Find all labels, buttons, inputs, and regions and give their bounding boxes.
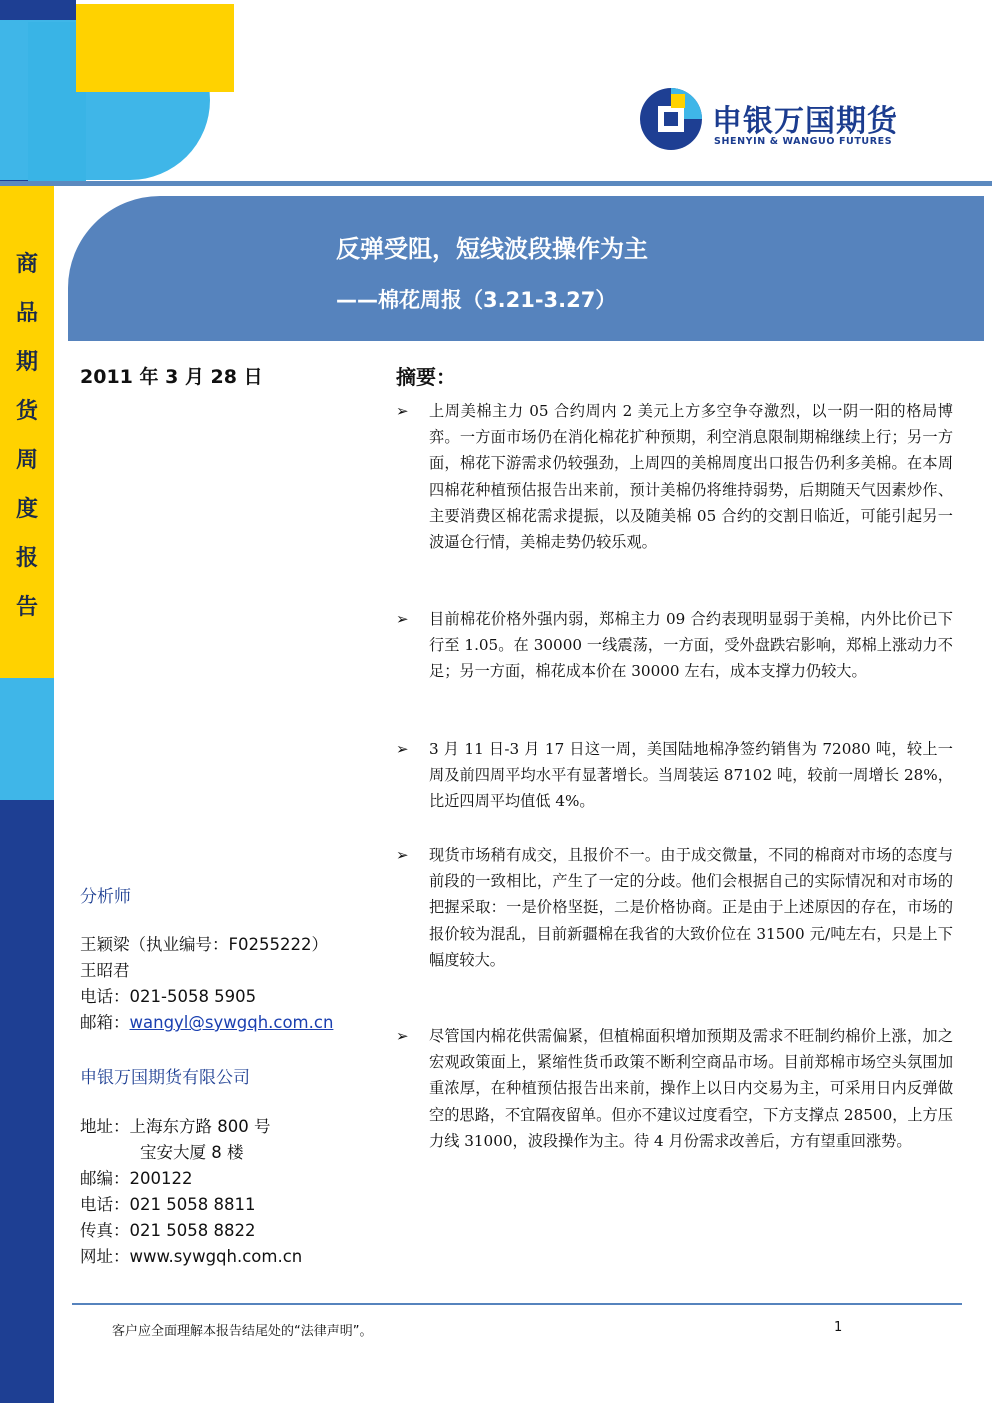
footer-disclaimer: 客户应全面理解本报告结尾处的“法律声明”。	[112, 1324, 373, 1339]
company-logo-name: 申银万国期货	[712, 104, 898, 139]
side-label-char: 品	[15, 301, 38, 326]
summary-item-text: 3 月 11 日-3 月 17 日这一周，美国陆地棉净签约销售为 72080 吨，较上一周及前四周平均水平有显著增长。当周装运 87102 吨，较前一周增长 28%，比近四周平均值低 4%。	[429, 740, 953, 811]
company-fax: 传真：021 5058 8822	[80, 1221, 256, 1240]
analyst-name: 王昭君	[80, 961, 130, 980]
analyst-email-label: 邮箱：	[80, 1013, 130, 1032]
side-label-char: 度	[15, 497, 38, 522]
analyst-heading: 分析师	[80, 887, 131, 907]
arrow-bullet-icon: ➢	[396, 740, 409, 758]
side-label-char: 报	[15, 546, 38, 571]
title-banner	[68, 196, 984, 341]
decor-yellow-block	[76, 4, 234, 92]
company-name: 申银万国期货有限公司	[80, 1068, 250, 1088]
company-logo	[638, 86, 938, 166]
arrow-bullet-icon: ➢	[396, 610, 409, 628]
arrow-bullet-icon: ➢	[396, 1027, 409, 1045]
report-date: 2011 年 3 月 28 日	[80, 366, 263, 388]
analyst-email-link[interactable]: wangyl@sywgqh.com.cn	[129, 1013, 334, 1032]
analyst-name: 王颖梁（执业编号：F0255222）	[80, 935, 328, 954]
report-subtitle: ——棉花周报（3.21-3.27）	[336, 288, 617, 312]
summary-item-text: 上周美棉主力 05 合约周内 2 美元上方多空争夺激烈，以一阴一阳的格局博弈。一方面市场仍在消化棉花扩种预期，利空消息限制期棉继续上行；另一方面，棉花下游需求仍较强劲，上周四的美棉周度出口报告仍利多美棉。在本周四棉花种植预估报告出来前，预计美棉仍将维持弱势，后期随天气因素炒作、主要消费区棉花需求提振，以及随美棉 05 合约的交割日临近，可能引起另一波逼仓行情，美棉走势仍较乐观。	[429, 402, 953, 552]
side-band-cyan	[0, 678, 54, 800]
company-postcode: 邮编：200122	[80, 1169, 193, 1188]
company-logo-subtitle: SHENYIN & WANGUO FUTURES	[714, 136, 893, 147]
company-website: 网址：www.sywgqh.com.cn	[80, 1247, 303, 1266]
side-label-char: 告	[15, 595, 38, 620]
side-label-char: 货	[15, 399, 38, 424]
company-logo-icon	[638, 86, 704, 152]
analyst-email-row	[80, 1010, 333, 1036]
arrow-bullet-icon: ➢	[396, 402, 409, 420]
summary-item-text: 目前棉花价格外强内弱，郑棉主力 09 合约表现明显弱于美棉，内外比价已下行至 1.05。在 30000 一线震荡，一方面，受外盘跌宕影响，郑棉上涨动力不足；另一方面，棉花成本价在 30000 左右，成本支撑力仍较大。	[429, 610, 953, 681]
summary-item-text: 现货市场稍有成交，且报价不一。由于成交微量，不同的棉商对市场的态度与前段的一致相比，产生了一定的分歧。他们会根据自己的实际情况和对市场的把握采取：一是价格坚挺，二是价格协商。正是由于上述原因的存在，市场的报价较为混乱，目前新疆棉在我省的大致价位在 31500 元/吨左右，只是上下幅度较大。	[429, 846, 953, 969]
page-number: 1	[834, 1320, 843, 1335]
summary-item-text: 尽管国内棉花供需偏紧，但植棉面积增加预期及需求不旺制约棉价上涨，加之宏观政策面上，紧缩性货币政策不断利空商品市场。目前郑棉市场空头氛围加重浓厚，在种植预估报告出来前，操作上以日内交易为主，可采用日内反弹做空的思路，不宜隔夜留单。但亦不建议过度看空，下方支撑点 28500，上方压力线 31000，波段操作为主。待 4 月份需求改善后，方有望重回涨势。	[429, 1027, 953, 1150]
side-label-char: 商	[15, 252, 38, 277]
footer-divider	[72, 1303, 962, 1305]
side-label-char: 周	[15, 448, 38, 473]
arrow-bullet-icon: ➢	[396, 846, 409, 864]
company-address: 地址：上海东方路 800 号	[80, 1117, 271, 1136]
report-title: 反弹受阻，短线波段操作为主	[336, 235, 648, 263]
company-address-line-2: 宝安大厦 8 楼	[140, 1143, 244, 1162]
summary-heading: 摘要：	[396, 365, 456, 389]
company-phone: 电话：021 5058 8811	[80, 1195, 256, 1214]
header-divider	[0, 181, 992, 186]
side-label-char: 期	[15, 350, 38, 375]
side-report-type-label	[0, 240, 54, 632]
analyst-phone: 电话：021-5058 5905	[80, 987, 257, 1006]
side-band-navy	[0, 800, 54, 1403]
